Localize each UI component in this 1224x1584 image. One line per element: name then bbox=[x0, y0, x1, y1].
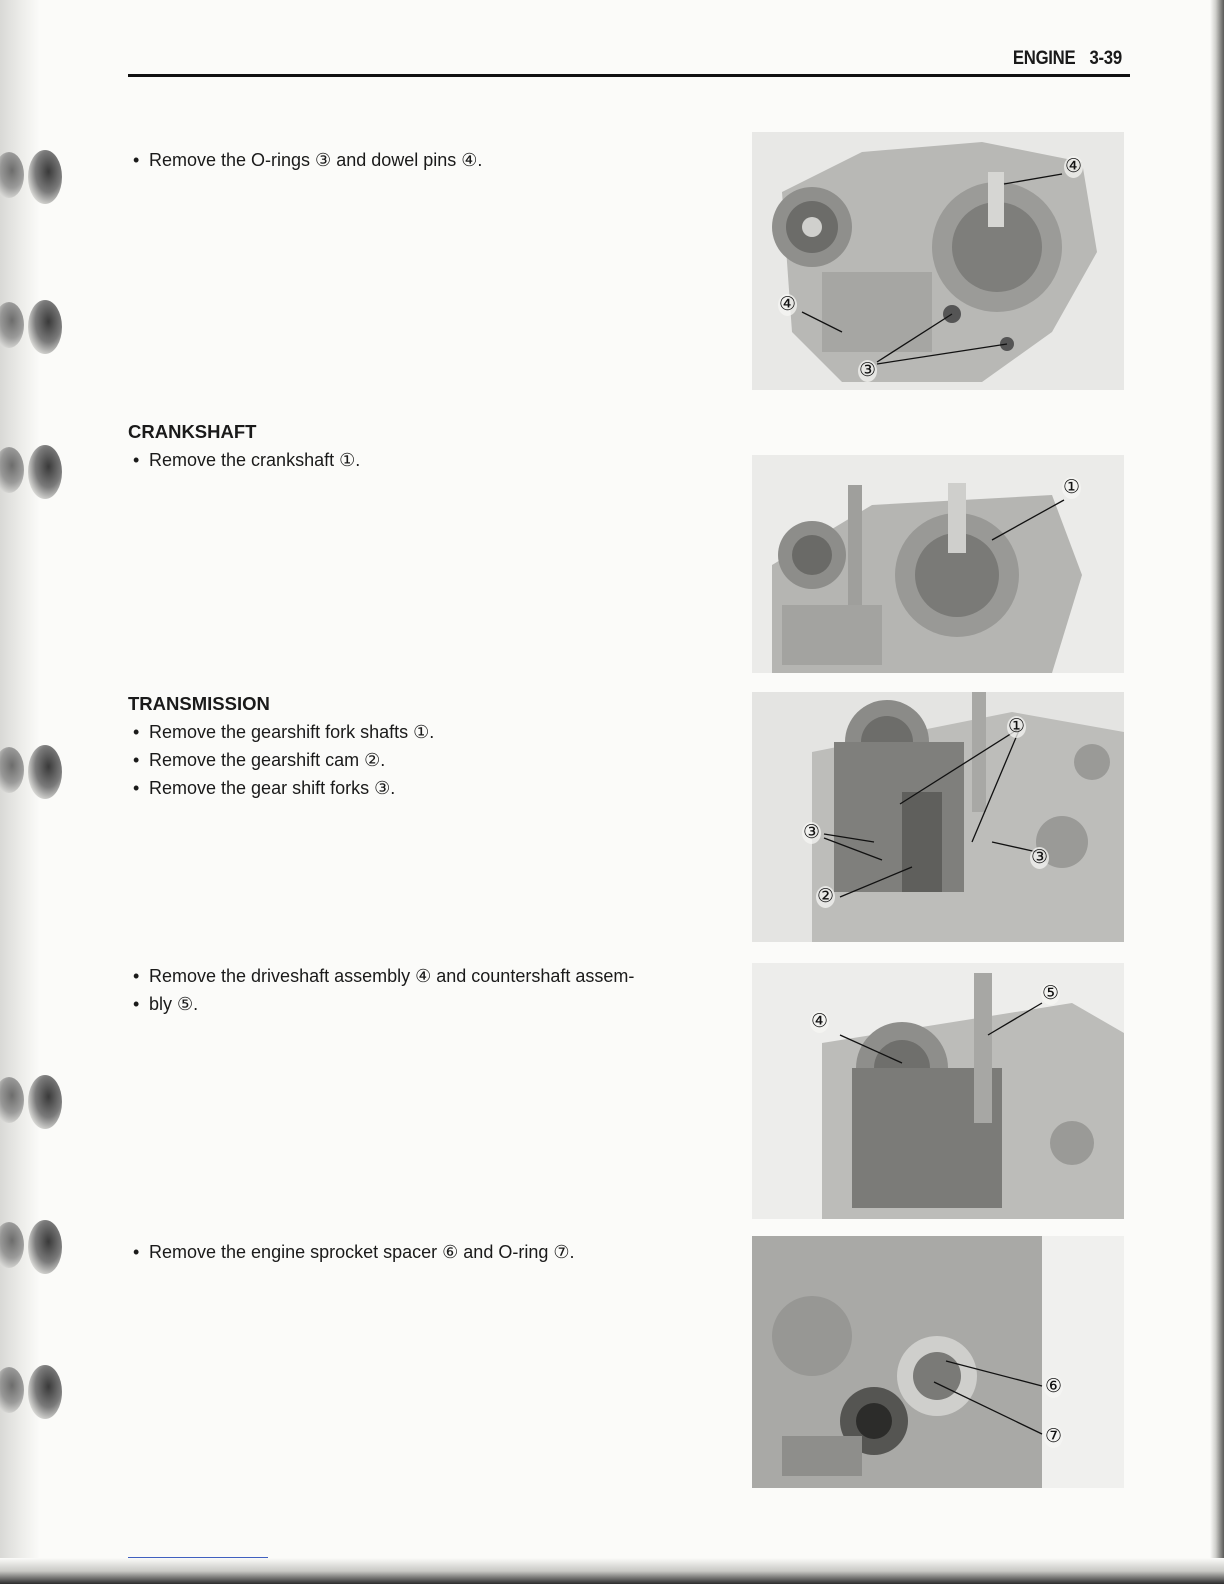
punch-hole bbox=[28, 1220, 62, 1274]
step-sprocket-spacer bbox=[128, 1238, 728, 1266]
header-page-number: 3-39 bbox=[1089, 48, 1122, 69]
callout-4: ④ bbox=[779, 294, 797, 315]
header-section: ENGINE bbox=[1012, 48, 1076, 69]
punch-hole bbox=[28, 300, 62, 354]
callout-3: ③ bbox=[859, 360, 877, 381]
photo-driveshaft bbox=[752, 963, 1124, 1219]
callout-4: ④ bbox=[811, 1011, 829, 1032]
photo-sprocket-spacer bbox=[752, 1236, 1124, 1488]
header-rule bbox=[128, 74, 1130, 77]
photo-transmission bbox=[752, 692, 1124, 942]
step-text: • Remove the crankshaft ①. bbox=[128, 446, 728, 474]
section-heading: CRANKSHAFT bbox=[128, 421, 257, 442]
punch-hole bbox=[28, 745, 62, 799]
step-o-rings bbox=[128, 146, 728, 174]
step-text: • Remove the gearshift cam ②. bbox=[128, 746, 728, 774]
callout-1: ① bbox=[1063, 477, 1081, 498]
photo-crankcase-orings bbox=[752, 132, 1124, 390]
page-right-edge bbox=[1210, 0, 1224, 1584]
section-heading: TRANSMISSION bbox=[128, 693, 270, 714]
step-text: • Remove the driveshaft assembly ④ and countershaft assem- bbox=[128, 962, 728, 990]
callout-3: ③ bbox=[1031, 847, 1049, 868]
section-crankshaft bbox=[128, 418, 728, 474]
callout-3: ③ bbox=[803, 822, 821, 843]
callout-1: ① bbox=[1008, 716, 1026, 737]
punch-hole bbox=[28, 445, 62, 499]
step-text: • Remove the gear shift forks ③. bbox=[128, 774, 728, 802]
callout-7: ⑦ bbox=[1045, 1426, 1063, 1447]
step-text-line2: bly ⑤. bbox=[149, 994, 199, 1014]
punch-hole bbox=[28, 150, 62, 204]
step-driveshaft bbox=[128, 962, 728, 1018]
callout-5: ⑤ bbox=[1042, 983, 1060, 1004]
step-text: • Remove the O-rings ③ and dowel pins ④. bbox=[128, 146, 728, 174]
photo-crankshaft bbox=[752, 455, 1124, 673]
callout-4: ④ bbox=[1065, 156, 1083, 177]
callout-6: ⑥ bbox=[1045, 1376, 1063, 1397]
page-header bbox=[1013, 48, 1122, 70]
punch-hole bbox=[28, 1075, 62, 1129]
punch-hole bbox=[28, 1365, 62, 1419]
callout-2: ② bbox=[817, 886, 835, 907]
section-transmission bbox=[128, 690, 728, 802]
step-text: • Remove the engine sprocket spacer ⑥ and O-ring ⑦. bbox=[128, 1238, 728, 1266]
page-bottom-edge bbox=[0, 1558, 1224, 1584]
bottom-rule bbox=[128, 1557, 268, 1558]
step-text-continued bbox=[128, 990, 728, 1018]
step-text: • Remove the gearshift fork shafts ①. bbox=[128, 718, 728, 746]
